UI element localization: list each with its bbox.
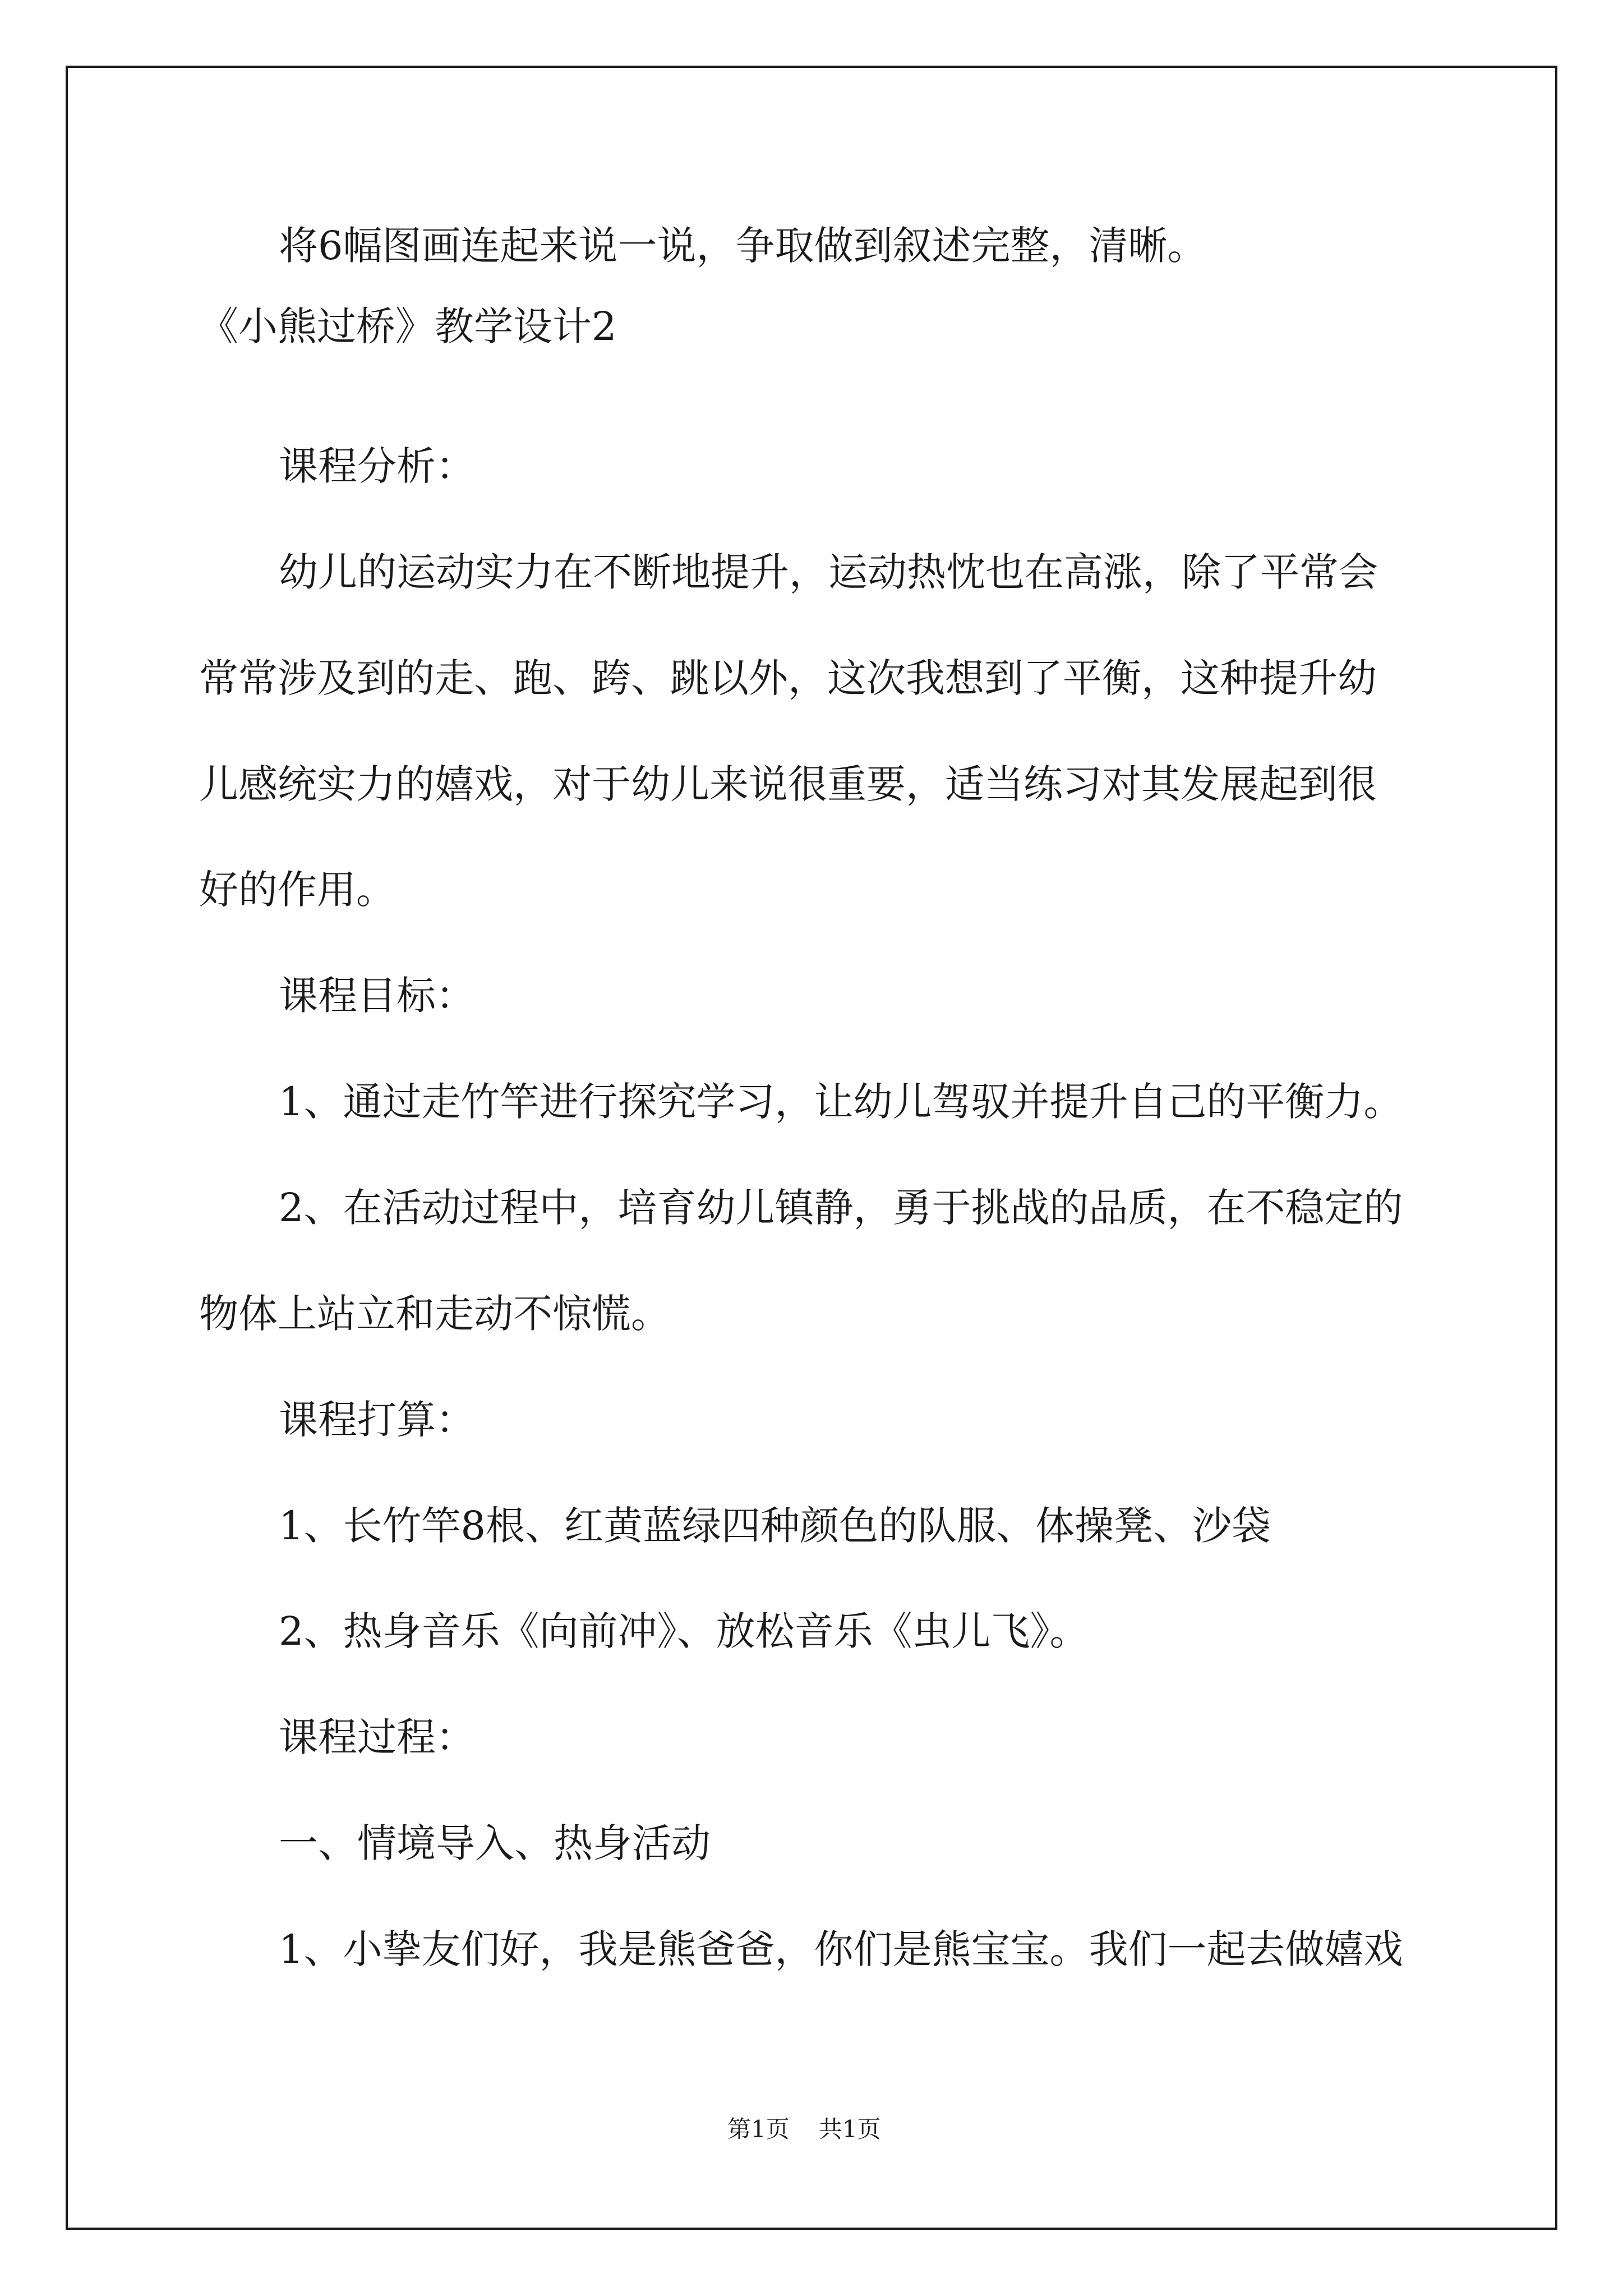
section-title: 《小熊过桥》教学设计2 bbox=[199, 303, 617, 349]
body-paragraph-line: 2、在活动过程中，培育幼儿镇静，勇于挑战的品质，在不稳定的 bbox=[279, 1185, 1403, 1231]
section-heading: 课程打算： bbox=[279, 1397, 475, 1443]
body-paragraph-line: 1、通过走竹竿进行探究学习，让幼儿驾驭并提升自己的平衡力。 bbox=[279, 1079, 1403, 1125]
body-paragraph-line: 物体上站立和走动不惊慌。 bbox=[199, 1291, 670, 1337]
section-heading: 课程目标： bbox=[279, 973, 475, 1019]
page-number-current: 第1页 bbox=[727, 2115, 790, 2143]
page-border bbox=[66, 66, 1557, 2230]
page-number-total: 共1页 bbox=[818, 2115, 881, 2143]
section-heading: 课程分析： bbox=[279, 443, 475, 489]
body-paragraph-line: 一、情境导入、热身活动 bbox=[279, 1820, 711, 1866]
body-paragraph-line: 常常涉及到的走、跑、跨、跳以外，这次我想到了平衡，这种提升幼 bbox=[199, 655, 1377, 701]
body-paragraph-line: 2、热身音乐《向前冲》、放松音乐《虫儿飞》。 bbox=[279, 1608, 1089, 1654]
body-paragraph-line: 幼儿的运动实力在不断地提升，运动热忱也在高涨，除了平常会 bbox=[279, 549, 1378, 595]
body-paragraph-line: 将6幅图画连起来说一说，争取做到叙述完整，清晰。 bbox=[279, 223, 1207, 269]
section-heading: 课程过程： bbox=[279, 1714, 475, 1760]
body-paragraph-line: 1、小挚友们好，我是熊爸爸，你们是熊宝宝。我们一起去做嬉戏 bbox=[279, 1926, 1403, 1972]
page-footer bbox=[727, 2115, 881, 2143]
body-paragraph-line: 好的作用。 bbox=[199, 867, 395, 913]
body-paragraph-line: 1、长竹竿8根、红黄蓝绿四种颜色的队服、体操凳、沙袋 bbox=[279, 1503, 1271, 1549]
body-paragraph-line: 儿感统实力的嬉戏，对于幼儿来说很重要，适当练习对其发展起到很 bbox=[199, 761, 1377, 807]
